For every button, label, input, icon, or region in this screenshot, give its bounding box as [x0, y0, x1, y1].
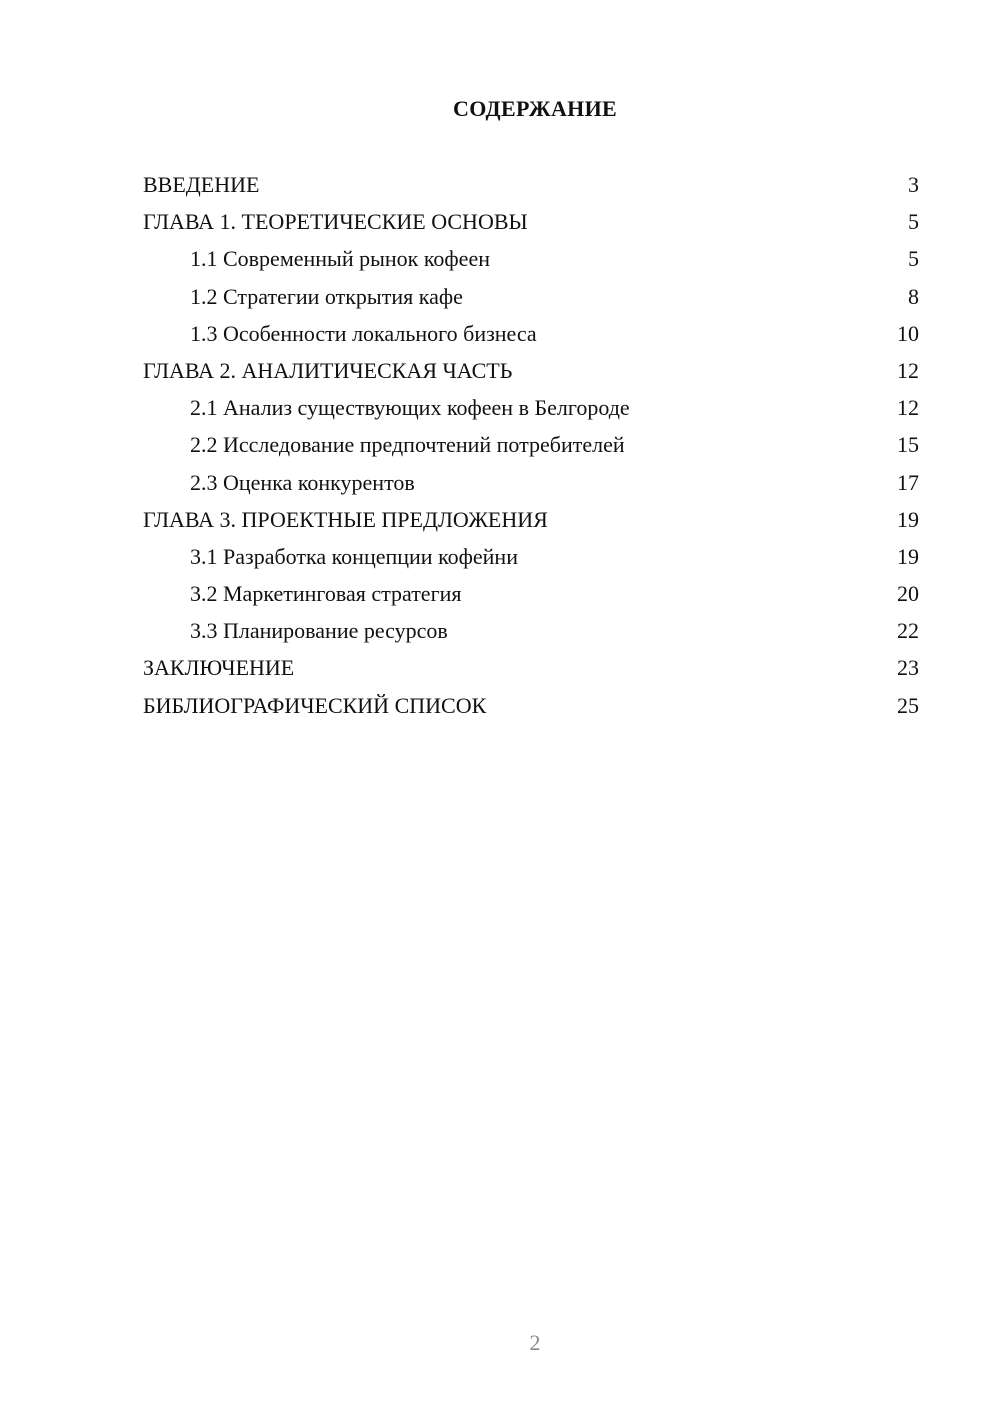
toc-entry-label: ГЛАВА 3. ПРОЕКТНЫЕ ПРЕДЛОЖЕНИЯ: [143, 506, 548, 532]
toc-entry-page: 15: [897, 432, 919, 458]
page-number: 2: [529, 1330, 541, 1355]
toc-entry-page: 8: [908, 283, 919, 309]
toc-entry-label: 3.1 Разработка концепции кофейни: [190, 543, 518, 569]
toc-entry-label: ЗАКЛЮЧЕНИЕ: [143, 655, 295, 681]
toc-subentry: [143, 278, 919, 315]
toc-subentry: [143, 575, 919, 612]
toc-entry-label: 2.3 Оценка конкурентов: [190, 469, 415, 495]
toc-entry-label: 3.3 Планирование ресурсов: [190, 618, 448, 644]
toc-entry: [143, 687, 919, 724]
toc-subentry: [143, 464, 919, 501]
toc-entry-page: 17: [897, 469, 919, 495]
toc-entry-page: 19: [897, 543, 919, 569]
toc-entry: [143, 166, 919, 203]
toc-entry-label: 1.1 Современный рынок кофеен: [190, 246, 490, 272]
toc-entry: [143, 501, 919, 538]
toc-entry: [143, 203, 919, 240]
toc-entry-page: 10: [897, 320, 919, 346]
toc-entry: [143, 649, 919, 686]
toc-subentry: [143, 240, 919, 277]
toc-entry-label: 2.2 Исследование предпочтений потребителей: [190, 432, 625, 458]
toc-subentry: [143, 389, 919, 426]
toc-entry-label: 1.3 Особенности локального бизнеса: [190, 320, 537, 346]
toc-entry-label: БИБЛИОГРАФИЧЕСКИЙ СПИСОК: [143, 692, 487, 718]
toc-entry-label: ГЛАВА 2. АНАЛИТИЧЕСКАЯ ЧАСТЬ: [143, 357, 513, 383]
toc-entry-page: 12: [897, 357, 919, 383]
toc-entry-page: 12: [897, 395, 919, 421]
toc-entry-label: ГЛАВА 1. ТЕОРЕТИЧЕСКИЕ ОСНОВЫ: [143, 209, 528, 235]
toc-entry-page: 5: [908, 209, 919, 235]
toc-subentry: [143, 315, 919, 352]
table-of-contents: [143, 166, 919, 724]
toc-entry-page: 20: [897, 581, 919, 607]
toc-entry-page: 19: [897, 506, 919, 532]
toc-entry-page: 25: [897, 692, 919, 718]
toc-entry-label: 3.2 Маркетинговая стратегия: [190, 581, 462, 607]
toc-title: СОДЕРЖАНИЕ: [453, 96, 617, 121]
toc-subentry: [143, 612, 919, 649]
toc-entry-label: 2.1 Анализ существующих кофеен в Белгороде: [190, 395, 630, 421]
toc-entry-page: 22: [897, 618, 919, 644]
toc-entry-page: 3: [908, 172, 919, 197]
toc-subentry: [143, 538, 919, 575]
toc-entry-page: 5: [908, 246, 919, 272]
toc-subentry: [143, 426, 919, 463]
toc-entry-label: ВВЕДЕНИЕ: [143, 172, 260, 197]
toc-entry: [143, 352, 919, 389]
toc-entry-label: 1.2 Стратегии открытия кафе: [190, 283, 463, 309]
toc-entry-page: 23: [897, 655, 919, 681]
